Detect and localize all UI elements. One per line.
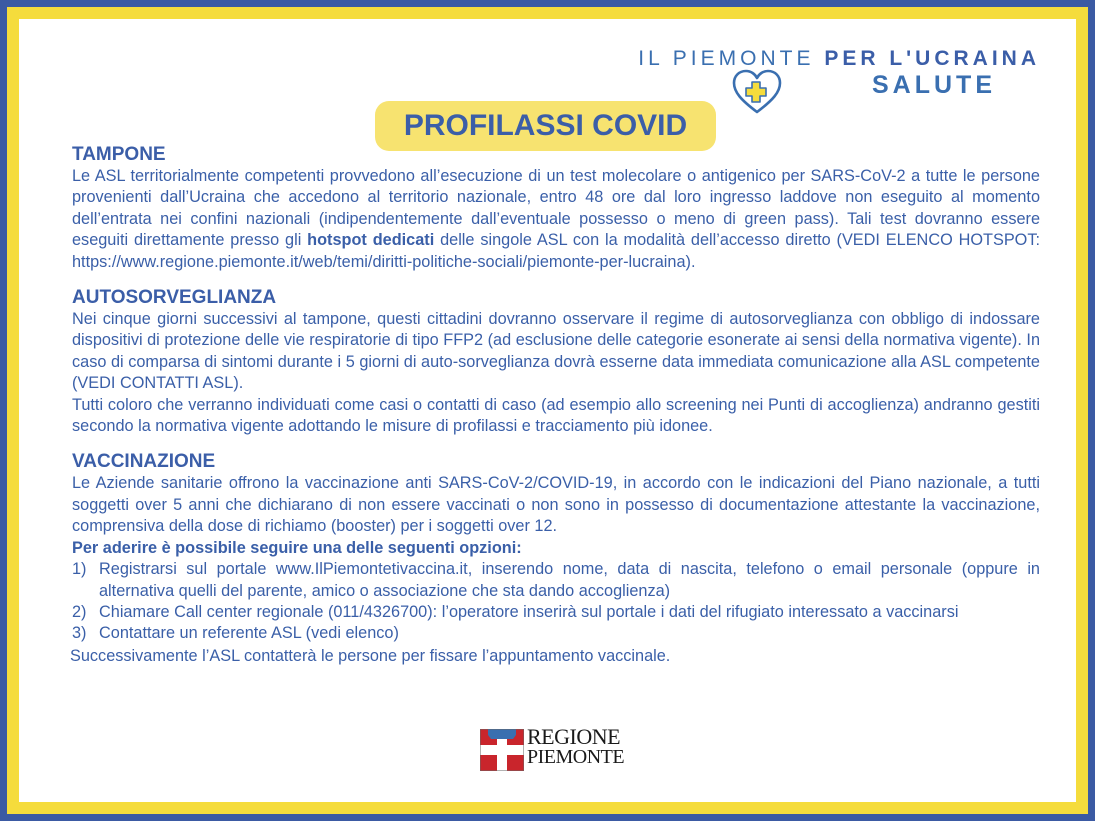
regione-piemonte-flag-icon [480,729,524,771]
autosorveglianza-paragraph-1: Nei cinque giorni successivi al tampone, questi cittadini dovranno osservare il regime di autosorveglianza con obbligo di indossare dispositivi di protezione delle vie respiratorie di tipo FFP2 (ad esclusione delle categorie esonerate ai sensi della normativa vigente). In caso di comparsa di sintomi durante i 5 giorni di auto-sorveglianza dovrà esserne data immediata comunicazione alla ASL competente (VEDI CONTATTI ASL). [72,310,1040,393]
flyer-page [19,19,1076,802]
option-item [72,602,1040,623]
section-title-autosorveglianza: AUTOSORVEGLIANZA [72,287,277,309]
option-text: Contattare un referente ASL (vedi elenco) [99,624,399,643]
tampone-paragraph [72,166,1040,273]
section-tampone [72,144,1040,273]
autosorveglianza-paragraph-2: Tutti coloro che verranno individuati come casi o contatti di caso (ad esempio allo screening nei Punti di accoglienza) andranno gestiti secondo la normativa vigente adottando le misure di profilassi e tracciamento più idonee. [72,395,1040,436]
brand-prefix: IL PIEMONTE [638,47,825,70]
closing-note: Successivamente l’ASL contatterà le persone per fissare l’appuntamento vaccinale. [70,646,671,665]
heart-cross-icon [731,68,783,116]
section-autosorveglianza [72,287,1040,437]
logo-wordmark [527,724,625,768]
brand-salute: SALUTE [872,71,996,99]
section-vaccinazione [72,451,1040,667]
vaccinazione-paragraph: Le Aziende sanitarie offrono la vaccinazione anti SARS-CoV-2/COVID-19, in accordo con le indicazioni del Piano nazionale, a tutti soggetti over 5 anni che dichiarano di non essere vaccinati o non sono in possesso di documentazione attestante la vaccinazione, comprensiva della dose di richiamo (booster) per i soggetti over 12. [72,474,1040,536]
option-number: 1) [72,560,87,579]
regione-piemonte-logo [480,724,630,773]
brand-header [638,47,1040,71]
logo-line-2: PIEMONTE [527,746,625,768]
brand-ukraine: PER L'UCRAINA [824,47,1040,70]
section-title-tampone: TAMPONE [72,144,166,165]
option-text: Chiamare Call center regionale (011/4326700): l’operatore inserirà sul portale i dati del rifugiato interessato a vaccinarsi [99,602,959,621]
tampone-text-2: delle singole ASL con la modalità dell’accesso diretto (VEDI ELENCO HOTSPOT: https://www.regione.piemonte.it/web/temi/diritti-politiche-sociali/piemonte-per-lucraina). [72,231,1041,271]
option-text: Registrarsi sul portale www.IlPiemontetivaccina.it, inserendo nome, data di nascita, telefono o email personale (oppure in alternativa quelli del parente, amico o associazione che sta dando accoglienza) [99,560,1040,600]
brand-line-1 [638,47,1040,71]
tampone-text-1: Le ASL territorialmente competenti provvedono all’esecuzione di un test molecolare o antigenico per SARS-CoV-2 a tutte le persone provenienti dall’Ucraina che accedono al territorio nazionale, entro 48 ore dal loro ingresso laddove non eseguito al momento dell’entrata nei confini nazionali (indipendentemente dall’eventuale possesso o meno di green pass). Tali test dovranno essere eseguiti direttamente presso gli [72,167,1040,250]
logo-line-1: REGIONE [527,724,621,749]
option-item [72,623,1040,644]
section-title-vaccinazione: VACCINAZIONE [72,451,216,473]
main-content [72,144,1040,667]
page-title: PROFILASSI COVID [375,101,716,151]
option-item [72,559,1040,602]
option-number: 3) [72,624,87,643]
option-number: 2) [72,602,87,621]
options-heading: Per aderire è possibile seguire una delle seguenti opzioni: [72,538,522,557]
hotspot-emphasis: hotspot dedicati [307,231,435,250]
